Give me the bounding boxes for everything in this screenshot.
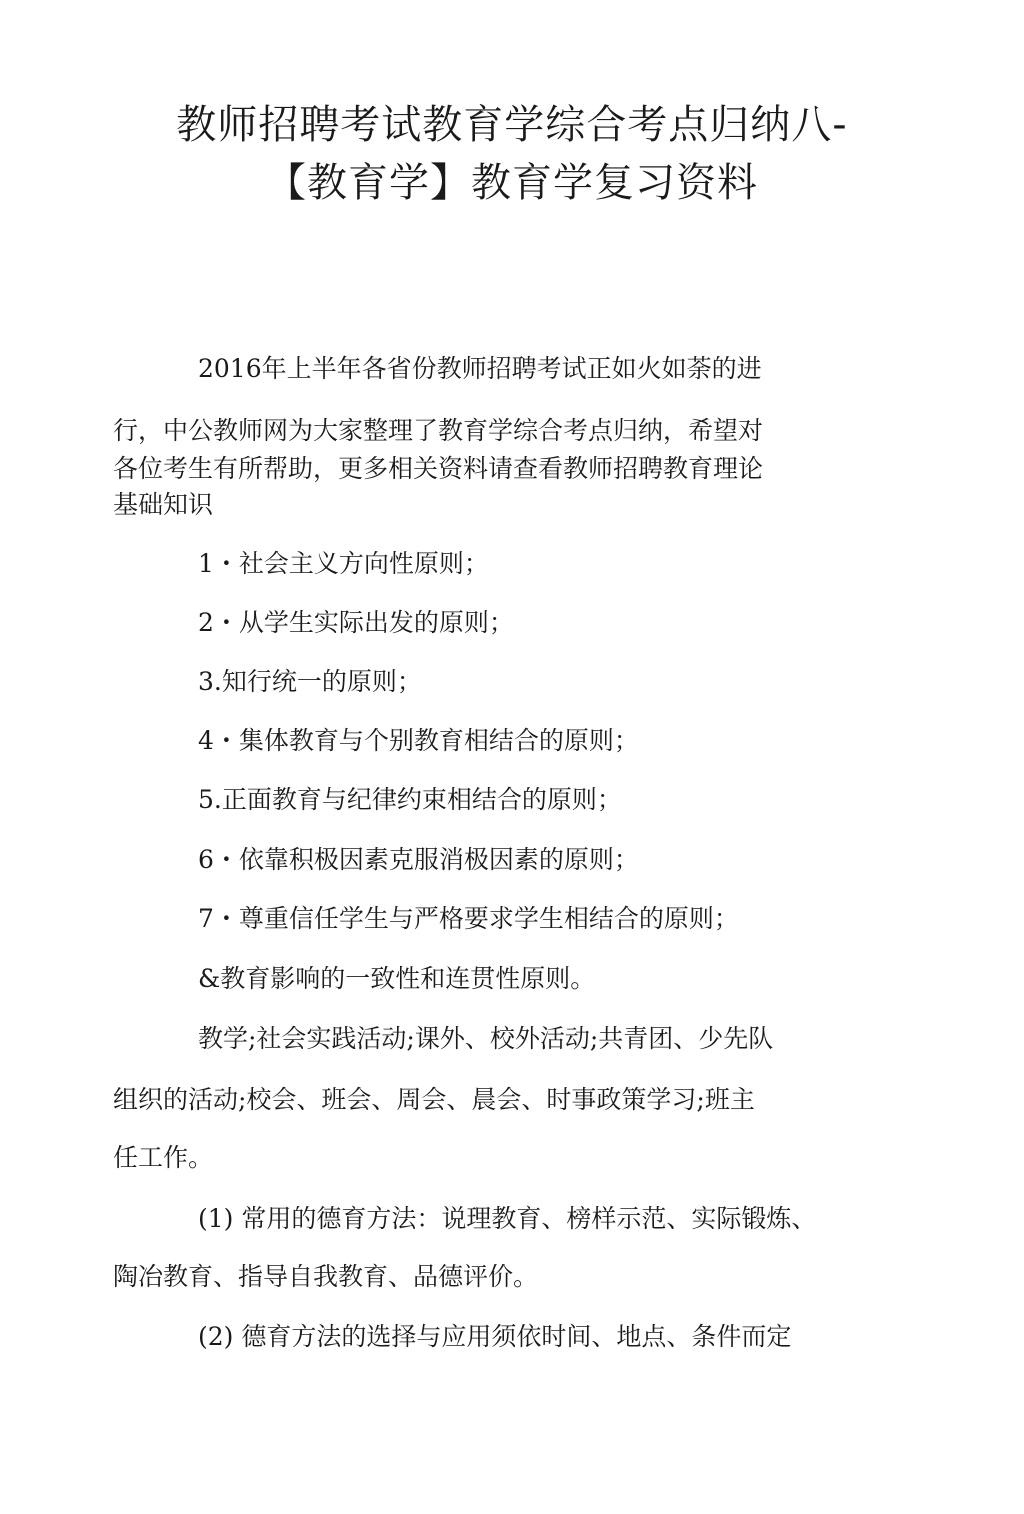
intro-line-4: 基础知识 [113,490,214,519]
methods-line-1: (1) 常用的德育方法：说理教育、榜样示范、实际锻炼、 [198,1204,817,1233]
principle-item-1: 1・社会主义方向性原则； [198,549,489,578]
intro-line-1: 2016年上半年各省份教师招聘考试正如火如荼的进 [198,354,762,383]
principle-item-2: 2・从学生实际出发的原则； [198,608,514,637]
principle-item-7: 7・尊重信任学生与严格要求学生相结合的原则； [198,904,739,933]
principle-item-5: 5.正面教育与纪律约束相结合的原则； [198,785,622,814]
document-title-line-2: 【教育学】教育学复习资料 [266,160,758,206]
selection-line-1: (2) 德育方法的选择与应用须依时间、地点、条件而定 [198,1322,792,1351]
principle-item-8: &教育影响的一致性和连贯性原则。 [198,964,596,993]
approaches-line-1: 教学;社会实践活动;课外、校外活动;共青团、少先队 [198,1024,774,1053]
intro-line-2: 行，中公教师网为大家整理了教育学综合考点归纳，希望对 [113,416,764,445]
approaches-line-3: 任工作。 [113,1143,214,1172]
principle-item-4: 4・集体教育与个别教育相结合的原则； [198,726,639,755]
principle-item-6: 6・依靠积极因素克服消极因素的原则； [198,845,639,874]
principle-item-3: 3.知行统一的原则； [198,667,422,696]
intro-line-3: 各位考生有所帮助，更多相关资料请查看教师招聘教育理论 [113,454,764,483]
approaches-line-2: 组织的活动;校会、班会、周会、晨会、时事政策学习;班主 [113,1085,755,1114]
document-title-line-1: 教师招聘考试教育学综合考点归纳八- [176,102,848,148]
methods-line-2: 陶冶教育、指导自我教育、品德评价。 [113,1262,539,1291]
